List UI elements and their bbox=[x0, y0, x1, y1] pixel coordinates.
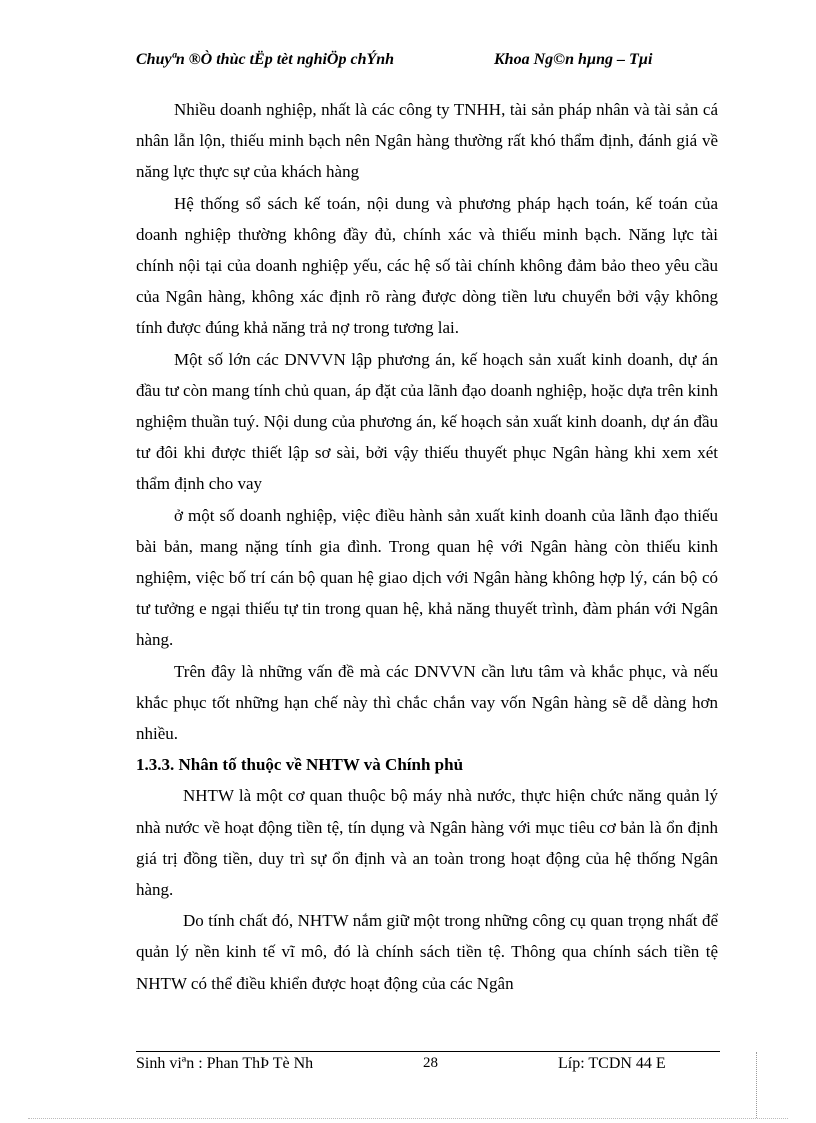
paragraph: Hệ thống sổ sách kế toán, nội dung và phương pháp hạch toán, kế toán của doanh nghiệp thường không đầy đủ, chính xác và thiếu minh bạch. Năng lực tài chính nội tại của doanh nghiệp yếu, các hệ số tài chính không đảm bảo theo yêu cầu của Ngân hàng, không xác định rõ ràng được dòng tiền lưu chuyển bởi vậy không tính được đúng khả năng trả nợ trong tương lai. bbox=[136, 193, 718, 338]
paragraph: Một số lớn các DNVVN lập phương án, kế hoạch sản xuất kinh doanh, dự án đầu tư còn mang tính chủ quan, áp đặt của lãnh đạo doanh nghiệp, hoặc dựa trên kinh nghiệm thuần tuý. Nội dung của phương án, kế hoạch sản xuất kinh doanh, dự án đầu tư đôi khi được thiết lập sơ sài, bởi vậy thiếu thuyết phục Ngân hàng khi xem xét thẩm định cho vay bbox=[136, 349, 718, 494]
paragraph: Nhiều doanh nghiệp, nhất là các công ty TNHH, tài sản pháp nhân và tài sản cá nhân lẫn lộn, thiếu minh bạch nên Ngân hàng thường rất khó thẩm định, đánh giá về năng lực thực sự của khách hàng bbox=[136, 100, 718, 182]
footer-class: Líp: TCDN 44 E bbox=[558, 1055, 666, 1072]
paragraph: NHTW là một cơ quan thuộc bộ máy nhà nước, thực hiện chức năng quản lý nhà nước về hoạt động tiền tệ, tín dụng và Ngân hàng với mục tiêu cơ bản là ổn định giá trị đồng tiền, duy trì sự ổn định và an toàn trong hoạt động của hệ thống Ngân hàng. bbox=[136, 786, 718, 900]
page-footer bbox=[136, 1055, 720, 1077]
footer-divider bbox=[136, 1051, 720, 1052]
document-body bbox=[136, 94, 718, 999]
header-report-title: Chuyªn ®Ò thùc tËp tèt nghiÖp chÝnh bbox=[136, 51, 395, 68]
paragraph: Trên đây là những vấn đề mà các DNVVN cần lưu tâm và khắc phục, và nếu khắc phục tốt những hạn chế này thì chắc chắn vay vốn Ngân hàng sẽ dễ dàng hơn nhiều. bbox=[136, 661, 718, 744]
page-corner-guide-vertical bbox=[756, 1052, 757, 1118]
section-heading: 1.3.3. Nhân tố thuộc về NHTW và Chính phủ bbox=[136, 755, 464, 775]
page-corner-guide-horizontal bbox=[28, 1118, 788, 1119]
paragraph: Do tính chất đó, NHTW nắm giữ một trong những công cụ quan trọng nhất để quản lý nền kinh tế vĩ mô, đó là chính sách tiền tệ. Thông qua chính sách tiền tệ NHTW có thể điều khiển được hoạt động của các Ngân bbox=[136, 911, 718, 993]
header-faculty: Khoa Ng©n hµng – Tµi bbox=[494, 51, 653, 68]
footer-student-name: Sinh viªn : Phan ThÞ Tè Nh bbox=[136, 1055, 314, 1072]
page-number: 28 bbox=[423, 1055, 438, 1071]
paragraph: ở một số doanh nghiệp, việc điều hành sản xuất kinh doanh của lãnh đạo thiếu bài bản, mang nặng tính gia đình. Trong quan hệ với Ngân hàng còn thiếu kinh nghiệm, việc bố trí cán bộ quan hệ giao dịch với Ngân hàng không hợp lý, cán bộ có tư tưởng e ngại thiếu tự tin trong quan hệ, khả năng thuyết trình, đàm phán với Ngân hàng. bbox=[136, 505, 718, 650]
